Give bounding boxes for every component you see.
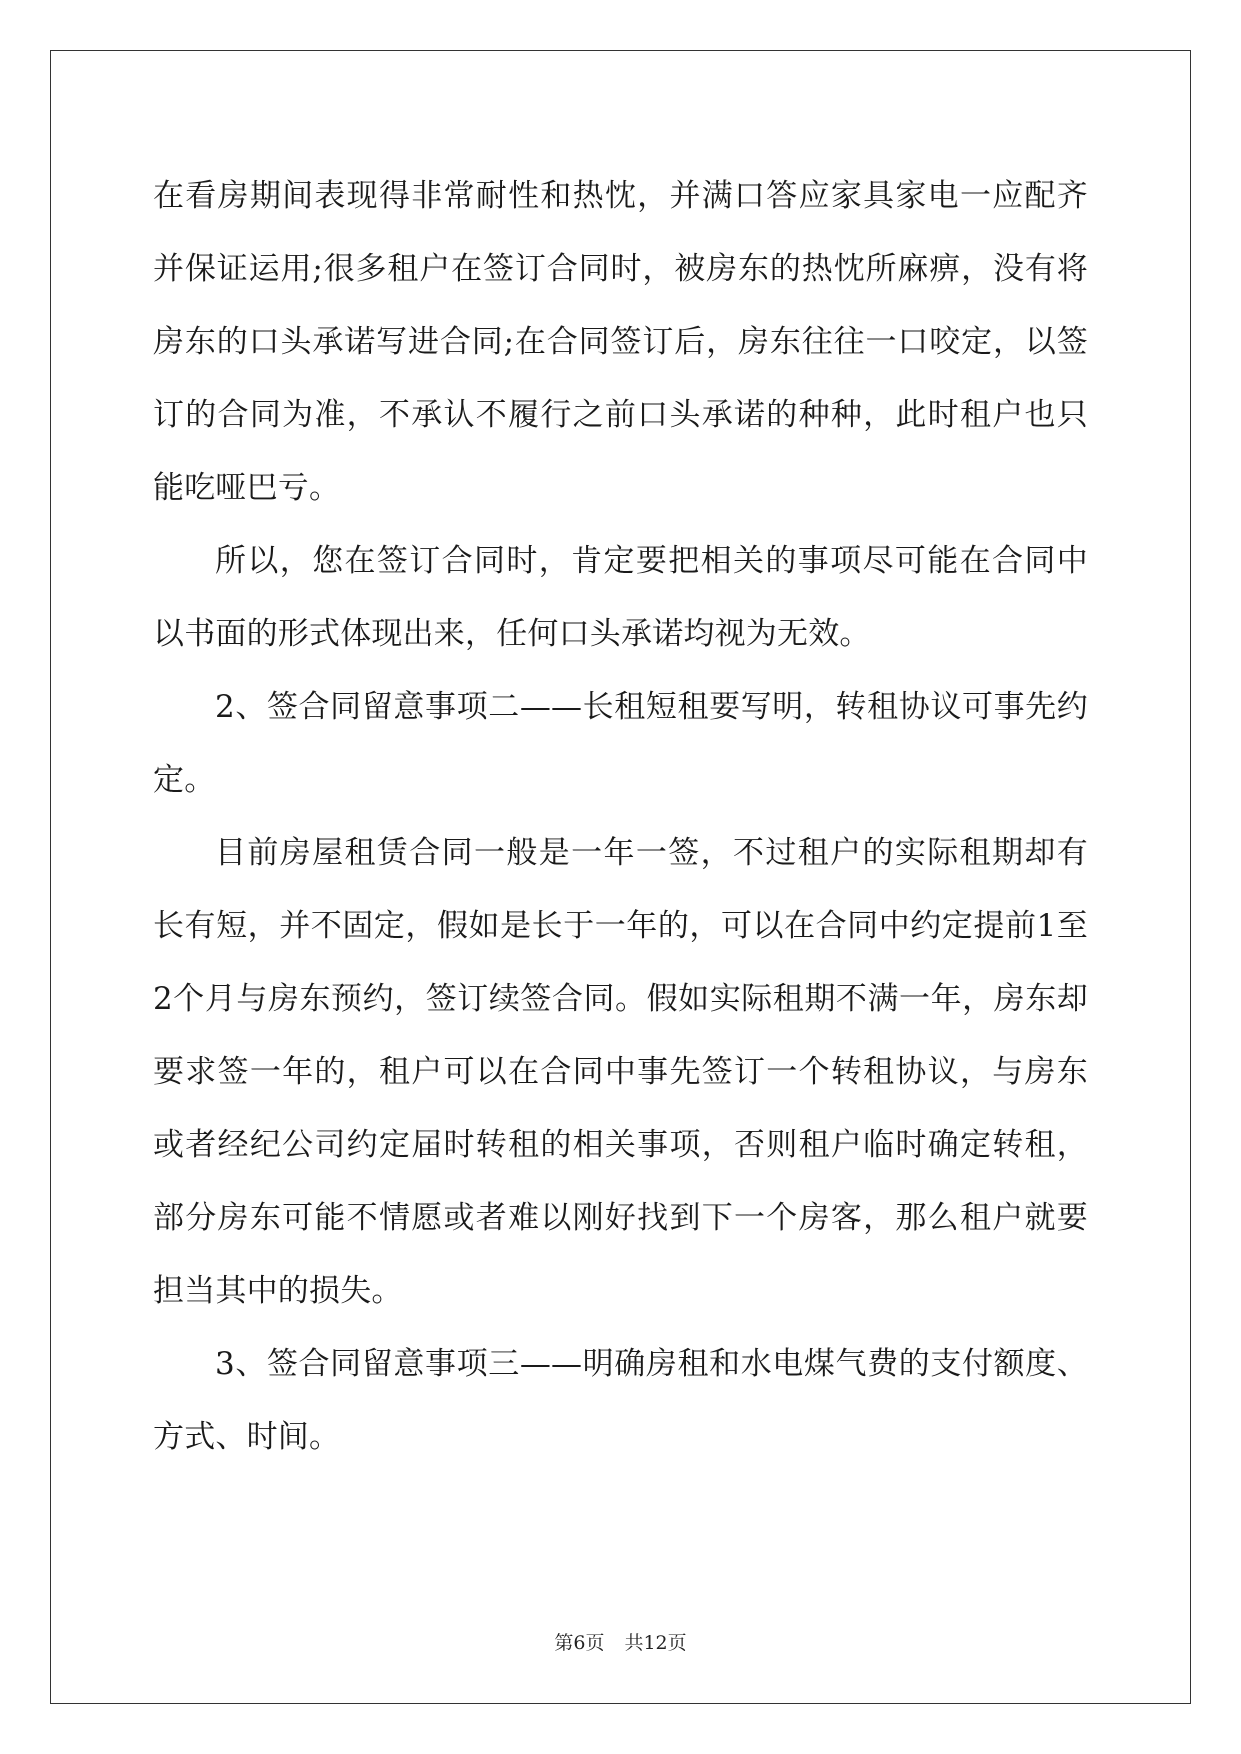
paragraph-4: 目前房屋租赁合同一般是一年一签，不过租户的实际租期却有长有短，并不固定，假如是长于一年的，可以在合同中约定提前1至2个月与房东预约，签订续签合同。假如实际租期不满一年，房东却要求签一年的，租户可以在合同中事先签订一个转租协议，与房东或者经纪公司约定届时转租的相关事项，否则租户临时确定转租，部分房东可能不情愿或者难以刚好找到下一个房客，那么租户就要担当其中的损失。	[153, 835, 1088, 1309]
page-footer	[0, 1628, 1241, 1655]
paragraph-3-heading: 2、签合同留意事项二——长租短租要写明，转租协议可事先约定。	[153, 689, 1088, 798]
page-number-current: 第6页	[554, 1632, 605, 1654]
paragraph-5-heading: 3、签合同留意事项三——明确房租和水电煤气费的支付额度、方式、时间。	[153, 1346, 1088, 1455]
paragraph-2: 所以，您在签订合同时，肯定要把相关的事项尽可能在合同中以书面的形式体现出来，任何口头承诺均视为无效。	[153, 543, 1088, 652]
document-body	[153, 160, 1088, 1474]
page-number-total: 共12页	[624, 1632, 687, 1654]
paragraph-1: 在看房期间表现得非常耐性和热忱，并满口答应家具家电一应配齐并保证运用;很多租户在签订合同时，被房东的热忱所麻痹，没有将房东的口头承诺写进合同;在合同签订后，房东往往一口咬定，以签订的合同为准，不承认不履行之前口头承诺的种种，此时租户也只能吃哑巴亏。	[153, 178, 1088, 506]
